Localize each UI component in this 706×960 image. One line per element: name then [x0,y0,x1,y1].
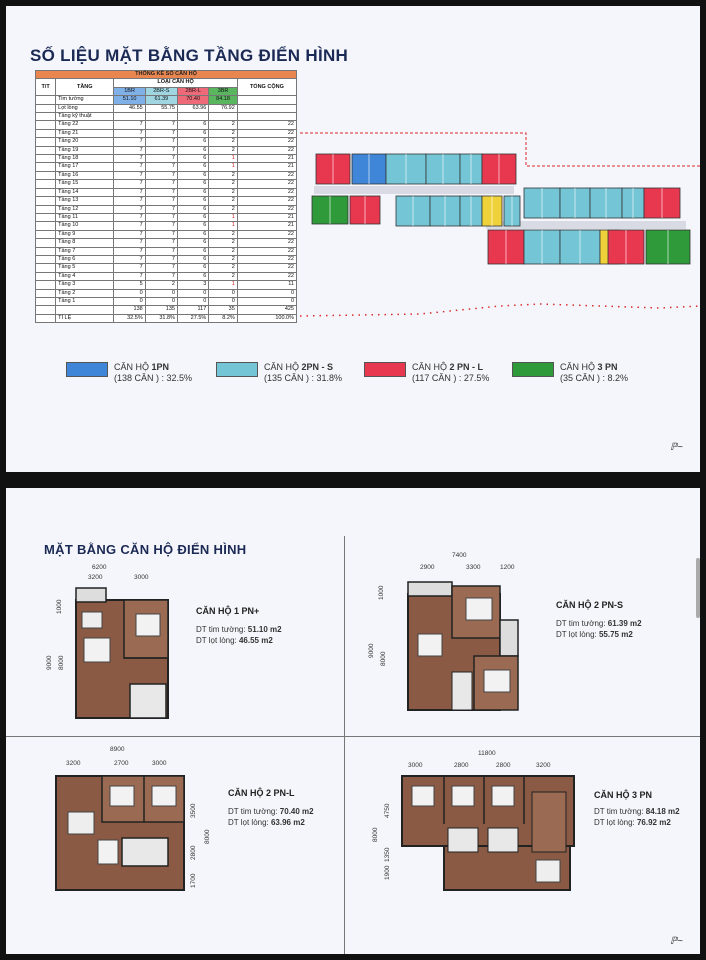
table-cell: 7 [145,230,177,238]
dim-left: 1350 [384,847,391,862]
table-cell [209,113,238,121]
table-cell: 7 [114,171,145,179]
table-cell: 7 [114,239,145,247]
label-tech-floor: Tầng kỹ thuật [56,113,114,121]
table-cell [36,264,56,272]
table-cell: 2 [209,171,238,179]
table-cell: 7 [145,239,177,247]
dim-right: 8000 [204,829,211,844]
table-row [36,297,297,305]
table-cell [36,163,56,171]
floor-label: Tầng 12 [56,205,114,213]
type-3br: 3BR [209,87,238,95]
table-cell: 7 [145,129,177,137]
table-cell: 6 [177,255,208,263]
unit-area: DT tim tường: 70.40 m2 DT lọt lòng: 63.96 m2 [228,807,314,827]
page-title: SỐ LIỆU MẶT BẰNG TẦNG ĐIỂN HÌNH [30,46,349,65]
table-cell: 6 [177,272,208,280]
table-cell: 6 [177,230,208,238]
header-floor: TẦNG [56,79,114,96]
grid-divider-horizontal [6,736,700,737]
table-cell: 1 [209,155,238,163]
table-cell: 6 [177,129,208,137]
table-cell: 6 [177,146,208,154]
dim-right: 3500 [190,803,197,818]
label-lot-long: Lọt lòng [56,104,114,112]
dim-left: 8000 [380,651,387,666]
dim-left: 9000 [368,643,375,658]
legend-swatch [66,362,108,377]
table-cell: 425 [237,306,296,314]
table-caption: THỐNG KÊ SỐ CĂN HỘ [36,71,297,79]
dim-top-total: 8900 [110,746,125,753]
dim-top-total: 11800 [478,750,496,757]
table-cell: 76.92 [209,104,238,112]
table-row [36,205,297,213]
table-cell: 7 [145,213,177,221]
table-cell: 7 [114,188,145,196]
legend-label: CĂN HỘ 1PN (138 CĂN ) : 32.5% [114,362,193,383]
table-cell: 22 [237,138,296,146]
table-row [36,306,297,314]
table-cell: 1 [209,213,238,221]
table-cell: 7 [114,121,145,129]
dim-left: 1000 [378,585,385,600]
table-cell: 7 [114,180,145,188]
table-cell [36,205,56,213]
table-cell: 2 [209,239,238,247]
legend-label: CĂN HỘ 3 PN (35 CĂN ) : 8.2% [560,362,629,383]
header-type: LOẠI CĂN HỘ [114,79,237,87]
table-cell [36,230,56,238]
table-cell: 22 [237,255,296,263]
table-cell [36,104,56,112]
table-cell: 2 [209,230,238,238]
table-cell [145,113,177,121]
table-row [36,213,297,221]
table-cell: 6 [177,213,208,221]
floor-label: Tầng 7 [56,247,114,255]
header-total: TỔNG CỘNG [237,79,296,96]
unit-area: DT tim tường: 84.18 m2 DT lọt lòng: 76.92 m2 [594,807,680,827]
floor-label: Tầng 20 [56,138,114,146]
table-cell: 1 [209,163,238,171]
table-cell: 22 [237,239,296,247]
header-tt: T/T [36,79,56,96]
table-cell: 2 [145,281,177,289]
legend-label: CĂN HỘ 2 PN - L (117 CĂN ) : 27.5% [412,362,490,383]
label-tim-tuong: Tim tường [56,96,114,104]
table-cell [36,171,56,179]
table-row [36,197,297,205]
table-cell: 32.5% [114,314,145,322]
table-cell: 7 [145,205,177,213]
table-cell: 7 [114,247,145,255]
dim-left: 1900 [384,865,391,880]
table-cell: 7 [114,213,145,221]
statistics-page [6,6,700,472]
floor-label: Tầng 15 [56,180,114,188]
dim-left: 8000 [372,827,379,842]
table-cell: 22 [237,264,296,272]
table-cell: 117 [177,306,208,314]
table-cell: 7 [114,155,145,163]
dim-top: 3200 [88,574,103,581]
floor-label: Tầng 16 [56,171,114,179]
table-row [36,104,297,112]
table-cell [36,281,56,289]
grid-divider-vertical [344,536,345,954]
table-row [36,96,297,104]
table-row [36,155,297,163]
table-cell: 7 [145,197,177,205]
table-cell: 2 [209,138,238,146]
table-cell: 7 [145,264,177,272]
table-cell: 11 [237,281,296,289]
table-cell [36,222,56,230]
type-2br-s: 2BR-S [145,87,177,95]
table-row [36,129,297,137]
dim-top: 2700 [114,760,129,767]
apartment-stats-table [35,70,297,323]
table-cell [36,129,56,137]
dim-top: 3200 [536,762,551,769]
table-cell: 22 [237,272,296,280]
table-cell: 7 [145,138,177,146]
floor-label: Tầng 5 [56,264,114,272]
dim-top: 2800 [496,762,511,769]
table-cell [36,96,56,104]
floor-label: Tầng 10 [56,222,114,230]
typical-floor-plan [300,118,700,333]
table-cell [56,306,114,314]
table-cell: 7 [114,205,145,213]
table-cell [36,213,56,221]
table-cell: 21 [237,155,296,163]
table-cell [36,289,56,297]
floorplan-2pn-l [52,772,188,894]
table-cell: 138 [114,306,145,314]
table-row [36,281,297,289]
floor-label: Tầng 8 [56,239,114,247]
table-cell: 7 [114,163,145,171]
table-cell [36,272,56,280]
table-cell [237,113,296,121]
table-cell: 7 [114,222,145,230]
table-cell: 7 [145,247,177,255]
unit-name: CĂN HỘ 1 PN+ [196,606,260,616]
table-cell: 2 [209,146,238,154]
table-row [36,289,297,297]
floor-label: Tầng 1 [56,297,114,305]
table-cell: 2 [209,121,238,129]
table-cell: 6 [177,180,208,188]
table-cell: 135 [145,306,177,314]
table-cell: 7 [145,222,177,230]
dim-top: 2800 [454,762,469,769]
table-cell: 70.40 [177,96,208,104]
table-cell: 0 [177,297,208,305]
unit-name: CĂN HỘ 2 PN-L [228,788,295,798]
table-row [36,222,297,230]
table-cell: 7 [145,272,177,280]
floor-label: Tầng 19 [56,146,114,154]
dim-left: 1000 [56,599,63,614]
table-cell: 7 [145,171,177,179]
table-cell: 7 [114,146,145,154]
floor-label: Tầng 18 [56,155,114,163]
type-1br: 1BR [114,87,145,95]
floor-label: Tầng 17 [56,163,114,171]
table-cell: 63.96 [177,104,208,112]
table-cell: 6 [177,163,208,171]
table-row [36,230,297,238]
table-cell: 6 [177,155,208,163]
table-cell: 0 [177,289,208,297]
table-cell: 22 [237,171,296,179]
legend-swatch [512,362,554,377]
table-cell: 0 [209,289,238,297]
table-cell: 2 [209,180,238,188]
unit-plans-page [6,488,700,954]
table-cell [36,239,56,247]
floor-label: Tầng 4 [56,272,114,280]
table-cell: 2 [209,272,238,280]
table-cell: 7 [145,121,177,129]
table-cell [36,113,56,121]
table-cell: 55.75 [145,104,177,112]
table-cell [36,247,56,255]
scrollbar[interactable] [696,558,700,618]
table-cell: 6 [177,121,208,129]
table-cell: 6 [177,197,208,205]
table-cell: 3 [177,281,208,289]
dim-top: 1200 [500,564,515,571]
table-cell [114,113,145,121]
table-cell: 100.0% [237,314,296,322]
table-cell: 51.10 [114,96,145,104]
table-cell: 22 [237,180,296,188]
table-row [36,71,297,79]
signature-mark: ℙ~ [670,442,683,453]
table-cell: 6 [177,205,208,213]
legend-swatch [364,362,406,377]
table-cell: 6 [177,138,208,146]
table-cell: 2 [209,129,238,137]
table-cell: 1 [209,222,238,230]
floor-label: Tầng 11 [56,213,114,221]
table-cell: 21 [237,163,296,171]
table-cell: 0 [209,297,238,305]
table-cell: 7 [114,129,145,137]
dim-top-total: 7400 [452,552,467,559]
floorplan-1pn [72,584,176,722]
dim-top: 3300 [466,564,481,571]
legend-swatch [216,362,258,377]
table-row [36,79,297,87]
table-cell [177,113,208,121]
floor-label: Tầng 22 [56,121,114,129]
table-cell: 6 [177,239,208,247]
table-cell: 0 [114,289,145,297]
dim-top-total: 6200 [92,564,107,571]
table-cell: 8.2% [209,314,238,322]
floorplan-2pn-s [404,580,522,714]
table-cell: 2 [209,255,238,263]
table-cell: 22 [237,146,296,154]
table-cell: 0 [145,289,177,297]
table-row [36,163,297,171]
table-cell: 0 [145,297,177,305]
legend-label: CĂN HỘ 2PN - S (135 CĂN ) : 31.8% [264,362,343,383]
table-cell: 7 [114,138,145,146]
unit-area: DT tim tường: 61.39 m2 DT lọt lòng: 55.75 m2 [556,619,642,639]
table-cell: 5 [114,281,145,289]
table-cell: 6 [177,171,208,179]
table-cell [36,306,56,314]
unit-name: CĂN HỘ 3 PN [594,790,653,800]
table-cell [36,138,56,146]
page-title: MẶT BẰNG CĂN HỘ ĐIỂN HÌNH [44,542,247,557]
table-cell: 35 [209,306,238,314]
dim-top: 3000 [134,574,149,581]
table-cell: 21 [237,213,296,221]
table-row [36,113,297,121]
table-cell: 0 [114,297,145,305]
dim-top: 3200 [66,760,81,767]
table-cell: 7 [114,272,145,280]
table-cell: 2 [209,264,238,272]
table-cell [36,197,56,205]
table-cell: 7 [114,230,145,238]
table-cell: 22 [237,197,296,205]
table-cell: 22 [237,121,296,129]
label-ratio: TỈ LỆ [56,314,114,322]
table-cell: 2 [209,188,238,196]
table-row [36,239,297,247]
table-row [36,180,297,188]
table-cell: 7 [145,255,177,263]
table-cell: 2 [209,197,238,205]
floor-label: Tầng 9 [56,230,114,238]
table-cell: 7 [145,180,177,188]
site-boundary-bottom [300,304,700,316]
table-cell: 7 [114,264,145,272]
floor-label: Tầng 6 [56,255,114,263]
table-cell: 6 [177,264,208,272]
table-cell: 7 [145,155,177,163]
table-row [36,314,297,322]
table-cell: 6 [177,247,208,255]
table-cell: 2 [209,247,238,255]
table-row [36,255,297,263]
floor-label: Tầng 3 [56,281,114,289]
table-cell [36,180,56,188]
table-cell [36,188,56,196]
table-cell [36,297,56,305]
table-cell: 7 [114,197,145,205]
table-cell: 22 [237,129,296,137]
table-cell: 0 [237,289,296,297]
dim-top: 3000 [408,762,423,769]
dim-left: 4750 [384,803,391,818]
table-cell: 7 [145,146,177,154]
dim-right: 1700 [190,873,197,888]
table-row [36,121,297,129]
dim-left: 8000 [58,655,65,670]
table-cell: 6 [177,188,208,196]
table-cell: 7 [145,163,177,171]
table-cell [36,155,56,163]
table-cell: 61.39 [145,96,177,104]
unit-name: CĂN HỘ 2 PN-S [556,600,624,610]
signature-mark: ℙ~ [670,936,683,947]
table-cell: 1 [209,281,238,289]
table-cell: 21 [237,222,296,230]
type-2br-l: 2BR-L [177,87,208,95]
floor-label: Tầng 2 [56,289,114,297]
table-row [36,247,297,255]
table-cell: 6 [177,222,208,230]
table-cell [237,96,296,104]
table-cell: 31.8% [145,314,177,322]
table-cell: 46.55 [114,104,145,112]
dim-right: 2800 [190,845,197,860]
table-cell [36,121,56,129]
table-cell: 22 [237,188,296,196]
table-cell: 0 [237,297,296,305]
dim-left: 9000 [46,655,53,670]
table-cell: 2 [209,205,238,213]
table-cell: 84.18 [209,96,238,104]
table-row [36,146,297,154]
table-cell: 7 [145,188,177,196]
table-cell [237,104,296,112]
unit-area: DT tim tường: 51.10 m2 DT lọt lòng: 46.55 m2 [196,625,282,645]
table-cell [36,314,56,322]
table-cell: 22 [237,205,296,213]
table-cell: 27.5% [177,314,208,322]
table-row [36,138,297,146]
table-cell [36,146,56,154]
floor-label: Tầng 14 [56,188,114,196]
table-row [36,264,297,272]
dim-top: 2900 [420,564,435,571]
table-cell: 7 [114,255,145,263]
table-row [36,272,297,280]
floor-label: Tầng 21 [56,129,114,137]
floor-label: Tầng 13 [56,197,114,205]
table-cell: 22 [237,230,296,238]
table-row [36,188,297,196]
table-row [36,171,297,179]
table-cell: 22 [237,247,296,255]
table-cell [36,255,56,263]
dim-top: 3000 [152,760,167,767]
floorplan-3pn [398,772,578,894]
